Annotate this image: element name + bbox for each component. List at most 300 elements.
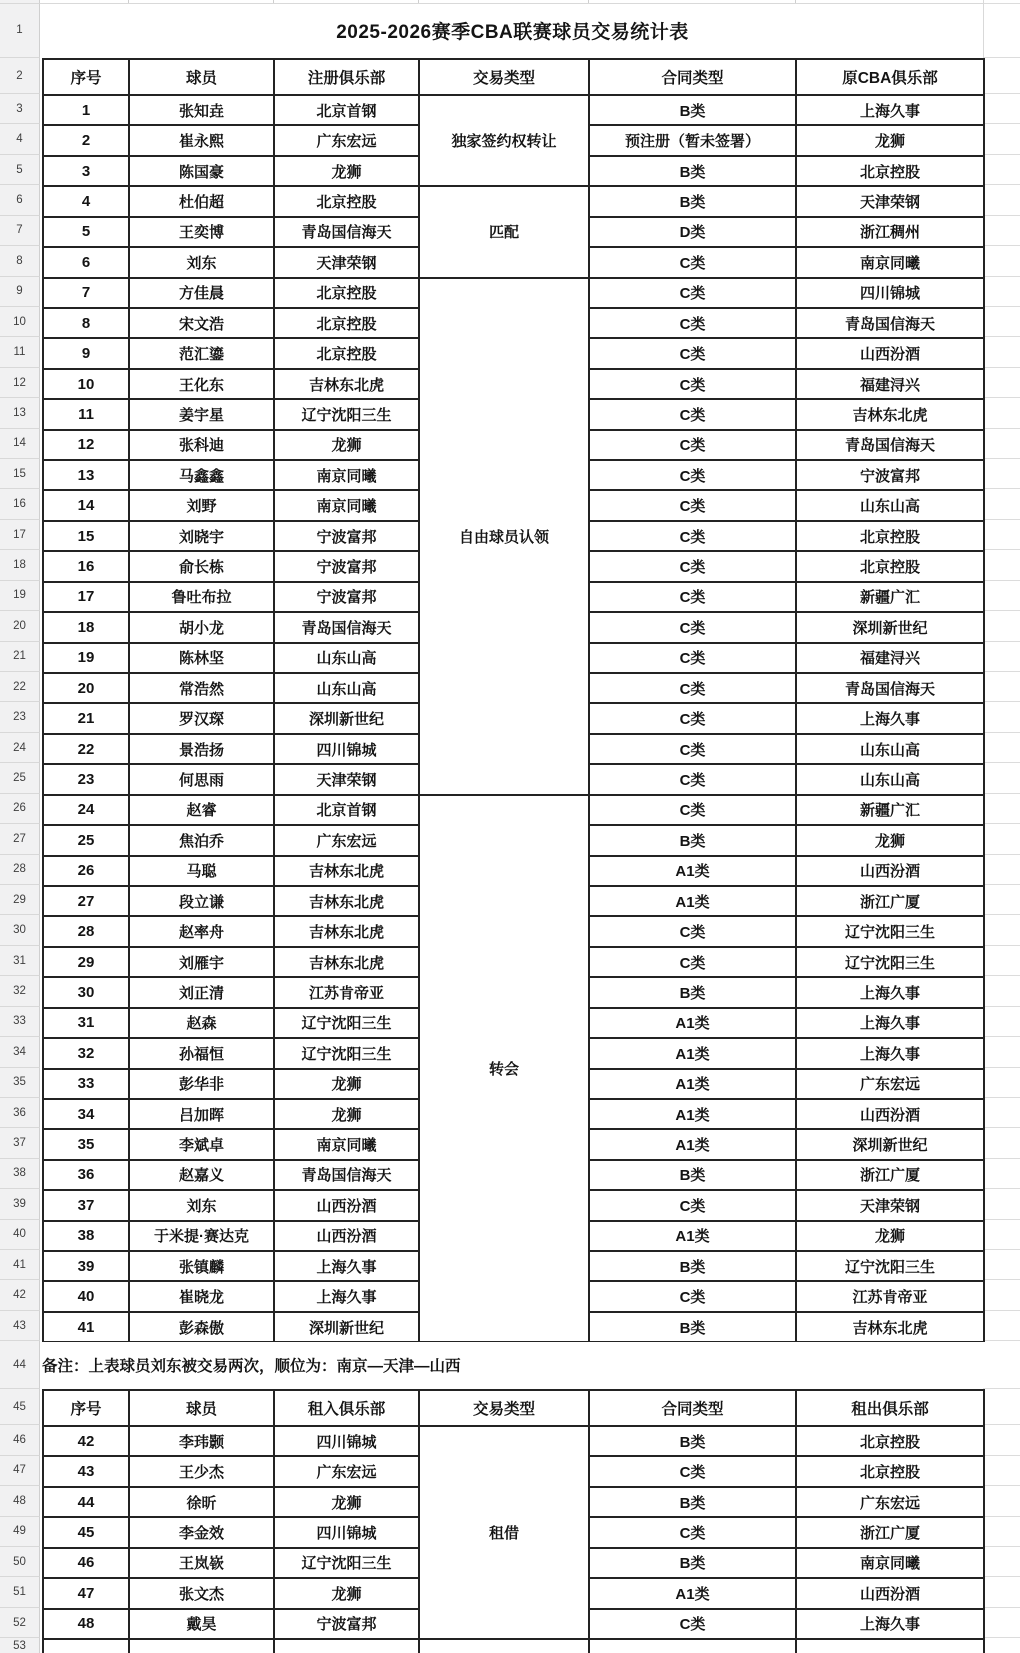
seq-cell[interactable]: 27	[43, 886, 129, 916]
club-cell[interactable]: 天津荣钢	[274, 764, 419, 794]
contract-type-cell[interactable]: C类	[589, 734, 796, 764]
origin-club-cell[interactable]: 山西汾酒	[796, 856, 984, 886]
row-number-cell[interactable]: 12	[0, 368, 40, 398]
club-cell[interactable]: 青岛国信海天	[274, 217, 419, 247]
contract-type-cell[interactable]: C类	[589, 551, 796, 581]
origin-club-cell[interactable]: 南京同曦	[796, 247, 984, 277]
origin-club-cell[interactable]: 上海久事	[796, 1038, 984, 1068]
contract-type-cell[interactable]: A1类	[589, 1221, 796, 1251]
contract-type-cell[interactable]: B类	[589, 1160, 796, 1190]
player-cell[interactable]: 刘雁宇	[129, 947, 274, 977]
row-number-cell[interactable]: 13	[0, 398, 40, 428]
seq-cell[interactable]: 17	[43, 582, 129, 612]
seq-cell[interactable]: 19	[43, 643, 129, 673]
player-cell[interactable]: 李金效	[129, 1517, 274, 1547]
origin-club-cell[interactable]: 山西汾酒	[796, 338, 984, 368]
contract-type-cell[interactable]: C类	[589, 1190, 796, 1220]
club-cell[interactable]: 上海久事	[274, 1251, 419, 1281]
row-number-cell[interactable]: 52	[0, 1608, 40, 1638]
club-cell[interactable]: 辽宁沈阳三生	[274, 1038, 419, 1068]
row-number-cell[interactable]: 6	[0, 185, 40, 215]
contract-type-cell[interactable]: C类	[589, 399, 796, 429]
player-cell[interactable]: 宋文浩	[129, 308, 274, 338]
seq-cell[interactable]: 28	[43, 916, 129, 946]
row-number-cell[interactable]: 2	[0, 58, 40, 94]
contract-type-cell[interactable]: C类	[589, 795, 796, 825]
player-cell[interactable]: 王岚嵚	[129, 1548, 274, 1578]
player-cell[interactable]: 姜宇星	[129, 399, 274, 429]
club-cell[interactable]: 深圳新世纪	[274, 703, 419, 733]
club-cell[interactable]: 龙狮	[274, 1578, 419, 1608]
row-number-cell[interactable]: 5	[0, 155, 40, 185]
row-number-cell[interactable]: 50	[0, 1547, 40, 1577]
seq-cell[interactable]: 48	[43, 1609, 129, 1639]
origin-club-cell[interactable]: 南京同曦	[796, 1548, 984, 1578]
seq-cell[interactable]: 39	[43, 1251, 129, 1281]
seq-cell[interactable]: 45	[43, 1517, 129, 1547]
player-cell[interactable]: 张镇麟	[129, 1251, 274, 1281]
player-cell[interactable]: 赵率舟	[129, 916, 274, 946]
seq-cell[interactable]: 18	[43, 612, 129, 642]
header-cell[interactable]: 交易类型	[419, 59, 589, 95]
seq-cell[interactable]: 46	[43, 1548, 129, 1578]
row-number-cell[interactable]: 8	[0, 246, 40, 276]
contract-type-cell[interactable]: A1类	[589, 1129, 796, 1159]
contract-type-cell[interactable]: C类	[589, 1281, 796, 1311]
club-cell[interactable]: 北京首钢	[274, 95, 419, 125]
seq-cell[interactable]: 16	[43, 551, 129, 581]
club-cell[interactable]: 吉林东北虎	[274, 947, 419, 977]
origin-club-cell[interactable]: 北京控股	[796, 1426, 984, 1456]
row-number-cell[interactable]: 18	[0, 550, 40, 580]
origin-club-cell[interactable]: 龙狮	[796, 1221, 984, 1251]
player-cell[interactable]: 杜伯超	[129, 186, 274, 216]
row-number-cell[interactable]: 28	[0, 855, 40, 885]
seq-cell[interactable]: 3	[43, 156, 129, 186]
origin-club-cell[interactable]: 新疆广汇	[796, 795, 984, 825]
seq-cell[interactable]: 21	[43, 703, 129, 733]
player-cell[interactable]: 刘东	[129, 247, 274, 277]
seq-cell[interactable]: 10	[43, 369, 129, 399]
club-cell[interactable]: 北京控股	[274, 308, 419, 338]
player-cell[interactable]: 崔永熙	[129, 125, 274, 155]
seq-cell[interactable]: 4	[43, 186, 129, 216]
club-cell[interactable]: 南京同曦	[274, 1129, 419, 1159]
origin-club-cell[interactable]: 吉林东北虎	[796, 1312, 984, 1342]
header-cell[interactable]: 交易类型	[419, 1390, 589, 1426]
player-cell[interactable]: 孙福恒	[129, 1038, 274, 1068]
row-number-cell[interactable]: 51	[0, 1577, 40, 1607]
origin-club-cell[interactable]: 北京控股	[796, 521, 984, 551]
seq-cell[interactable]: 2	[43, 125, 129, 155]
seq-cell[interactable]: 40	[43, 1281, 129, 1311]
contract-type-cell[interactable]: C类	[589, 703, 796, 733]
club-cell[interactable]: 北京首钢	[274, 795, 419, 825]
row-number-cell[interactable]: 7	[0, 216, 40, 246]
club-cell[interactable]: 山东山高	[274, 673, 419, 703]
club-cell[interactable]: 辽宁沈阳三生	[274, 1008, 419, 1038]
seq-cell[interactable]: 5	[43, 217, 129, 247]
contract-type-cell[interactable]: B类	[589, 1487, 796, 1517]
seq-cell[interactable]: 38	[43, 1221, 129, 1251]
contract-type-cell[interactable]: C类	[589, 764, 796, 794]
origin-club-cell[interactable]: 浙江稠州	[796, 217, 984, 247]
contract-type-cell[interactable]: A1类	[589, 1069, 796, 1099]
contract-type-cell[interactable]: C类	[589, 916, 796, 946]
origin-club-cell[interactable]: 辽宁沈阳三生	[796, 1251, 984, 1281]
origin-club-cell[interactable]: 上海久事	[796, 1008, 984, 1038]
row-number-cell[interactable]: 19	[0, 581, 40, 611]
row-number-cell[interactable]: 23	[0, 702, 40, 732]
club-cell[interactable]: 龙狮	[274, 430, 419, 460]
club-cell[interactable]: 北京控股	[274, 338, 419, 368]
contract-type-cell[interactable]: A1类	[589, 856, 796, 886]
seq-cell[interactable]: 32	[43, 1038, 129, 1068]
origin-club-cell[interactable]: 上海久事	[796, 1609, 984, 1639]
club-cell[interactable]: 四川锦城	[274, 1426, 419, 1456]
origin-club-cell[interactable]: 四川锦城	[796, 278, 984, 308]
club-cell[interactable]: 宁波富邦	[274, 1609, 419, 1639]
seq-cell[interactable]: 24	[43, 795, 129, 825]
club-cell[interactable]: 山东山高	[274, 643, 419, 673]
row-number-cell[interactable]: 39	[0, 1189, 40, 1219]
club-cell[interactable]: 四川锦城	[274, 1517, 419, 1547]
seq-cell[interactable]: 44	[43, 1487, 129, 1517]
seq-cell[interactable]: 11	[43, 399, 129, 429]
origin-club-cell[interactable]: 江苏肯帝亚	[796, 1281, 984, 1311]
club-cell[interactable]: 四川锦城	[274, 734, 419, 764]
empty-cell[interactable]	[419, 1639, 589, 1653]
player-cell[interactable]: 戴昊	[129, 1609, 274, 1639]
player-cell[interactable]: 吕加晖	[129, 1099, 274, 1129]
origin-club-cell[interactable]: 山东山高	[796, 490, 984, 520]
row-number-cell[interactable]: 36	[0, 1098, 40, 1128]
header-cell[interactable]: 合同类型	[589, 59, 796, 95]
row-number-cell[interactable]: 40	[0, 1220, 40, 1250]
player-cell[interactable]: 王化东	[129, 369, 274, 399]
club-cell[interactable]: 龙狮	[274, 156, 419, 186]
origin-club-cell[interactable]: 浙江广厦	[796, 1160, 984, 1190]
player-cell[interactable]: 李斌卓	[129, 1129, 274, 1159]
club-cell[interactable]: 宁波富邦	[274, 551, 419, 581]
club-cell[interactable]: 宁波富邦	[274, 521, 419, 551]
row-number-cell[interactable]: 22	[0, 672, 40, 702]
club-cell[interactable]: 辽宁沈阳三生	[274, 399, 419, 429]
origin-club-cell[interactable]: 山东山高	[796, 734, 984, 764]
club-cell[interactable]: 吉林东北虎	[274, 856, 419, 886]
player-cell[interactable]: 马鑫鑫	[129, 460, 274, 490]
player-cell[interactable]: 鲁吐布拉	[129, 582, 274, 612]
player-cell[interactable]: 王少杰	[129, 1456, 274, 1486]
row-number-cell[interactable]: 48	[0, 1486, 40, 1516]
contract-type-cell[interactable]: B类	[589, 186, 796, 216]
contract-type-cell[interactable]: B类	[589, 156, 796, 186]
contract-type-cell[interactable]: D类	[589, 217, 796, 247]
empty-cell[interactable]	[274, 1639, 419, 1653]
row-number-cell[interactable]: 46	[0, 1425, 40, 1455]
player-cell[interactable]: 刘野	[129, 490, 274, 520]
empty-cell[interactable]	[129, 1639, 274, 1653]
contract-type-cell[interactable]: C类	[589, 247, 796, 277]
header-cell[interactable]: 租入俱乐部	[274, 1390, 419, 1426]
player-cell[interactable]: 王奕博	[129, 217, 274, 247]
player-cell[interactable]: 赵嘉义	[129, 1160, 274, 1190]
club-cell[interactable]: 南京同曦	[274, 490, 419, 520]
trade-type-cell[interactable]: 自由球员认领	[419, 278, 589, 795]
contract-type-cell[interactable]: A1类	[589, 886, 796, 916]
row-number-cell[interactable]: 9	[0, 277, 40, 307]
seq-cell[interactable]: 43	[43, 1456, 129, 1486]
club-cell[interactable]: 广东宏远	[274, 1456, 419, 1486]
club-cell[interactable]: 江苏肯帝亚	[274, 977, 419, 1007]
player-cell[interactable]: 刘正清	[129, 977, 274, 1007]
club-cell[interactable]: 北京控股	[274, 278, 419, 308]
contract-type-cell[interactable]: B类	[589, 1426, 796, 1456]
empty-cell[interactable]	[43, 1639, 129, 1653]
player-cell[interactable]: 常浩然	[129, 673, 274, 703]
origin-club-cell[interactable]: 天津荣钢	[796, 1190, 984, 1220]
seq-cell[interactable]: 31	[43, 1008, 129, 1038]
empty-cell[interactable]	[796, 1639, 984, 1653]
player-cell[interactable]: 马聪	[129, 856, 274, 886]
player-cell[interactable]: 崔晓龙	[129, 1281, 274, 1311]
contract-type-cell[interactable]: C类	[589, 369, 796, 399]
header-cell[interactable]: 租出俱乐部	[796, 1390, 984, 1426]
contract-type-cell[interactable]: C类	[589, 308, 796, 338]
origin-club-cell[interactable]: 天津荣钢	[796, 186, 984, 216]
club-cell[interactable]: 辽宁沈阳三生	[274, 1548, 419, 1578]
player-cell[interactable]: 焦泊乔	[129, 825, 274, 855]
seq-cell[interactable]: 20	[43, 673, 129, 703]
player-cell[interactable]: 俞长栋	[129, 551, 274, 581]
contract-type-cell[interactable]: 预注册（暂未签署）	[589, 125, 796, 155]
origin-club-cell[interactable]: 深圳新世纪	[796, 612, 984, 642]
origin-club-cell[interactable]: 福建浔兴	[796, 369, 984, 399]
player-cell[interactable]: 胡小龙	[129, 612, 274, 642]
origin-club-cell[interactable]: 龙狮	[796, 825, 984, 855]
row-number-cell[interactable]: 33	[0, 1007, 40, 1037]
row-number-cell[interactable]: 10	[0, 307, 40, 337]
row-number-cell[interactable]: 1	[0, 4, 40, 59]
origin-club-cell[interactable]: 浙江广厦	[796, 886, 984, 916]
origin-club-cell[interactable]: 广东宏远	[796, 1069, 984, 1099]
seq-cell[interactable]: 42	[43, 1426, 129, 1456]
seq-cell[interactable]: 6	[43, 247, 129, 277]
club-cell[interactable]: 龙狮	[274, 1099, 419, 1129]
seq-cell[interactable]: 22	[43, 734, 129, 764]
origin-club-cell[interactable]: 辽宁沈阳三生	[796, 916, 984, 946]
contract-type-cell[interactable]: A1类	[589, 1038, 796, 1068]
club-cell[interactable]: 宁波富邦	[274, 582, 419, 612]
player-cell[interactable]: 徐昕	[129, 1487, 274, 1517]
player-cell[interactable]: 何思雨	[129, 764, 274, 794]
trade-type-cell[interactable]: 租借	[419, 1426, 589, 1639]
seq-cell[interactable]: 14	[43, 490, 129, 520]
row-number-cell[interactable]: 42	[0, 1280, 40, 1310]
contract-type-cell[interactable]: B类	[589, 1312, 796, 1342]
header-cell[interactable]: 序号	[43, 1390, 129, 1426]
player-cell[interactable]: 陈林坚	[129, 643, 274, 673]
player-cell[interactable]: 方佳晨	[129, 278, 274, 308]
contract-type-cell[interactable]: B类	[589, 95, 796, 125]
contract-type-cell[interactable]: C类	[589, 947, 796, 977]
seq-cell[interactable]: 26	[43, 856, 129, 886]
header-cell[interactable]: 注册俱乐部	[274, 59, 419, 95]
row-number-cell[interactable]: 30	[0, 915, 40, 945]
player-cell[interactable]: 张知垚	[129, 95, 274, 125]
player-cell[interactable]: 范汇鎏	[129, 338, 274, 368]
seq-cell[interactable]: 15	[43, 521, 129, 551]
club-cell[interactable]: 吉林东北虎	[274, 886, 419, 916]
row-number-cell[interactable]: 35	[0, 1068, 40, 1098]
seq-cell[interactable]: 7	[43, 278, 129, 308]
origin-club-cell[interactable]: 北京控股	[796, 156, 984, 186]
origin-club-cell[interactable]: 深圳新世纪	[796, 1129, 984, 1159]
club-cell[interactable]: 广东宏远	[274, 825, 419, 855]
trade-type-cell[interactable]: 匹配	[419, 186, 589, 277]
origin-club-cell[interactable]: 广东宏远	[796, 1487, 984, 1517]
row-number-cell[interactable]: 27	[0, 824, 40, 854]
contract-type-cell[interactable]: C类	[589, 430, 796, 460]
origin-club-cell[interactable]: 山东山高	[796, 764, 984, 794]
row-number-cell[interactable]: 43	[0, 1311, 40, 1341]
player-cell[interactable]: 景浩扬	[129, 734, 274, 764]
row-number-cell[interactable]: 16	[0, 489, 40, 519]
seq-cell[interactable]: 35	[43, 1129, 129, 1159]
origin-club-cell[interactable]: 北京控股	[796, 1456, 984, 1486]
club-cell[interactable]: 青岛国信海天	[274, 612, 419, 642]
player-cell[interactable]: 李玮颢	[129, 1426, 274, 1456]
club-cell[interactable]: 南京同曦	[274, 460, 419, 490]
seq-cell[interactable]: 29	[43, 947, 129, 977]
row-number-cell[interactable]: 31	[0, 946, 40, 976]
origin-club-cell[interactable]: 青岛国信海天	[796, 308, 984, 338]
seq-cell[interactable]: 34	[43, 1099, 129, 1129]
contract-type-cell[interactable]: C类	[589, 612, 796, 642]
row-number-cell[interactable]: 15	[0, 459, 40, 489]
player-cell[interactable]: 彭森傲	[129, 1312, 274, 1342]
origin-club-cell[interactable]: 辽宁沈阳三生	[796, 947, 984, 977]
origin-club-cell[interactable]: 山西汾酒	[796, 1578, 984, 1608]
player-cell[interactable]: 段立谦	[129, 886, 274, 916]
club-cell[interactable]: 上海久事	[274, 1281, 419, 1311]
player-cell[interactable]: 赵森	[129, 1008, 274, 1038]
row-number-cell[interactable]: 24	[0, 733, 40, 763]
seq-cell[interactable]: 37	[43, 1190, 129, 1220]
seq-cell[interactable]: 9	[43, 338, 129, 368]
contract-type-cell[interactable]: A1类	[589, 1008, 796, 1038]
origin-club-cell[interactable]: 龙狮	[796, 125, 984, 155]
contract-type-cell[interactable]: C类	[589, 643, 796, 673]
seq-cell[interactable]: 13	[43, 460, 129, 490]
seq-cell[interactable]: 47	[43, 1578, 129, 1608]
player-cell[interactable]: 张文杰	[129, 1578, 274, 1608]
contract-type-cell[interactable]: B类	[589, 825, 796, 855]
header-cell[interactable]: 合同类型	[589, 1390, 796, 1426]
row-number-cell[interactable]: 14	[0, 429, 40, 459]
origin-club-cell[interactable]: 吉林东北虎	[796, 399, 984, 429]
header-cell[interactable]: 球员	[129, 59, 274, 95]
club-cell[interactable]: 龙狮	[274, 1069, 419, 1099]
row-number-cell[interactable]: 41	[0, 1250, 40, 1280]
row-number-cell[interactable]: 25	[0, 763, 40, 793]
club-cell[interactable]: 青岛国信海天	[274, 1160, 419, 1190]
club-cell[interactable]: 山西汾酒	[274, 1221, 419, 1251]
club-cell[interactable]: 天津荣钢	[274, 247, 419, 277]
contract-type-cell[interactable]: C类	[589, 338, 796, 368]
origin-club-cell[interactable]: 福建浔兴	[796, 643, 984, 673]
row-number-cell[interactable]: 45	[0, 1389, 40, 1425]
row-number-cell[interactable]: 32	[0, 976, 40, 1006]
origin-club-cell[interactable]: 宁波富邦	[796, 460, 984, 490]
contract-type-cell[interactable]: C类	[589, 278, 796, 308]
player-cell[interactable]: 陈国豪	[129, 156, 274, 186]
contract-type-cell[interactable]: A1类	[589, 1099, 796, 1129]
seq-cell[interactable]: 41	[43, 1312, 129, 1342]
contract-type-cell[interactable]: C类	[589, 582, 796, 612]
row-number-cell[interactable]: 38	[0, 1159, 40, 1189]
contract-type-cell[interactable]: C类	[589, 673, 796, 703]
seq-cell[interactable]: 33	[43, 1069, 129, 1099]
contract-type-cell[interactable]: B类	[589, 977, 796, 1007]
header-cell[interactable]: 原CBA俱乐部	[796, 59, 984, 95]
club-cell[interactable]: 龙狮	[274, 1487, 419, 1517]
club-cell[interactable]: 广东宏远	[274, 125, 419, 155]
contract-type-cell[interactable]: B类	[589, 1548, 796, 1578]
player-cell[interactable]: 刘东	[129, 1190, 274, 1220]
seq-cell[interactable]: 25	[43, 825, 129, 855]
origin-club-cell[interactable]: 上海久事	[796, 977, 984, 1007]
row-number-cell[interactable]: 21	[0, 642, 40, 672]
seq-cell[interactable]: 23	[43, 764, 129, 794]
contract-type-cell[interactable]: C类	[589, 490, 796, 520]
row-number-cell[interactable]: 47	[0, 1456, 40, 1486]
row-number-cell[interactable]: 44	[0, 1341, 40, 1389]
seq-cell[interactable]: 1	[43, 95, 129, 125]
club-cell[interactable]: 山西汾酒	[274, 1190, 419, 1220]
seq-cell[interactable]: 8	[43, 308, 129, 338]
row-number-cell[interactable]: 26	[0, 794, 40, 824]
seq-cell[interactable]: 12	[43, 430, 129, 460]
club-cell[interactable]: 吉林东北虎	[274, 916, 419, 946]
header-cell[interactable]: 序号	[43, 59, 129, 95]
club-cell[interactable]: 吉林东北虎	[274, 369, 419, 399]
seq-cell[interactable]: 36	[43, 1160, 129, 1190]
player-cell[interactable]: 于米提·赛达克	[129, 1221, 274, 1251]
row-number-cell[interactable]: 20	[0, 611, 40, 641]
trade-type-cell[interactable]: 独家签约权转让	[419, 95, 589, 186]
player-cell[interactable]: 彭华非	[129, 1069, 274, 1099]
player-cell[interactable]: 罗汉琛	[129, 703, 274, 733]
seq-cell[interactable]: 30	[43, 977, 129, 1007]
header-cell[interactable]: 球员	[129, 1390, 274, 1426]
row-number-cell[interactable]: 53	[0, 1638, 40, 1653]
contract-type-cell[interactable]: C类	[589, 1517, 796, 1547]
origin-club-cell[interactable]: 浙江广厦	[796, 1517, 984, 1547]
club-cell[interactable]: 北京控股	[274, 186, 419, 216]
contract-type-cell[interactable]: C类	[589, 1456, 796, 1486]
contract-type-cell[interactable]: C类	[589, 521, 796, 551]
row-number-cell[interactable]: 49	[0, 1517, 40, 1547]
contract-type-cell[interactable]: B类	[589, 1251, 796, 1281]
origin-club-cell[interactable]: 青岛国信海天	[796, 673, 984, 703]
contract-type-cell[interactable]: C类	[589, 460, 796, 490]
row-number-cell[interactable]: 3	[0, 94, 40, 124]
player-cell[interactable]: 赵睿	[129, 795, 274, 825]
row-number-cell[interactable]: 34	[0, 1037, 40, 1067]
contract-type-cell[interactable]: C类	[589, 1609, 796, 1639]
player-cell[interactable]: 张科迪	[129, 430, 274, 460]
